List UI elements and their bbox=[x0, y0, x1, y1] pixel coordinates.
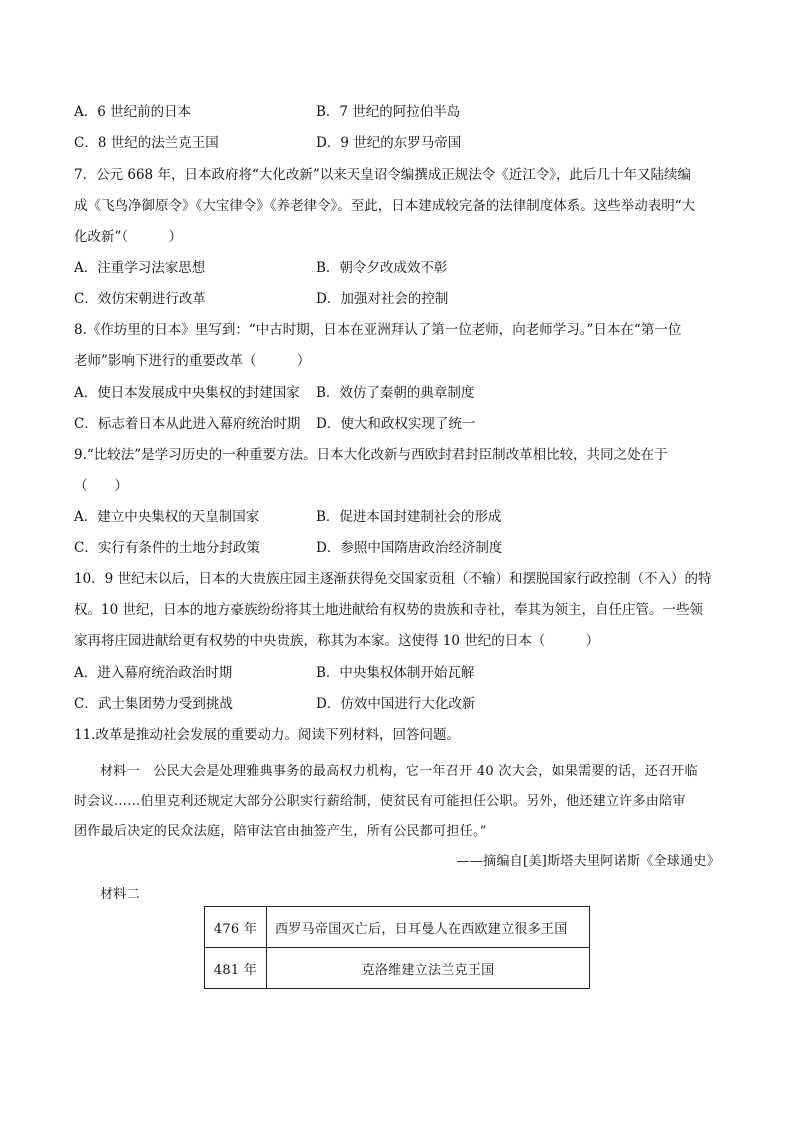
q8-option-d[interactable]: D．使大和政权实现了统一 bbox=[316, 416, 476, 432]
q11-material2-label: 材料二 bbox=[100, 887, 140, 902]
table-cell-year: 476 年 bbox=[205, 907, 267, 948]
q11-material1-line1: 材料一 公民大会是处理雅典事务的最高权力机构，它一年召开 40 次大会，如果需要的话，还召开临 bbox=[100, 764, 698, 779]
q10-option-c[interactable]: C．武士集团势力受到挑战 bbox=[74, 696, 233, 712]
q7-option-d[interactable]: D．加强对社会的控制 bbox=[316, 291, 449, 307]
q9-option-d[interactable]: D．参照中国隋唐政治经济制度 bbox=[316, 540, 503, 556]
q10-option-b[interactable]: B．中央集权体制开始瓦解 bbox=[316, 665, 475, 681]
q7-stem-line3: 化改新”（ ） bbox=[74, 229, 183, 245]
q11-material1-line2: 时会议……伯里克利还规定大部分公职实行薪给制，使贫民有可能担任公职。另外，他还建立许多由陪审 bbox=[74, 794, 686, 809]
table-cell-event: 克洛维建立法兰克王国 bbox=[267, 948, 590, 989]
q7-stem-line1: 7．公元 668 年，日本政府将“大化改新”以来天皇诏令编撰成正规法令《近江令》，此后几十年又陆续编 bbox=[74, 167, 691, 183]
q9-option-c[interactable]: C．实行有条件的土地分封政策 bbox=[74, 540, 260, 556]
q11-stem: 11.改革是推动社会发展的重要动力。阅读下列材料，回答问题。 bbox=[74, 727, 460, 743]
material2-table bbox=[204, 906, 590, 989]
q9-stem-line2: （ ） bbox=[74, 478, 128, 494]
q9-option-b[interactable]: B．促进本国封建制社会的形成 bbox=[316, 509, 502, 525]
q10-stem-line1: 10．9 世纪末以后，日本的大贵族庄园主逐渐获得免交国家贡租（不输）和摆脱国家行政控制（不入）的特 bbox=[74, 571, 712, 587]
q7-option-b[interactable]: B．朝令夕改成效不彰 bbox=[316, 260, 448, 276]
table-row bbox=[205, 948, 590, 989]
q10-option-a[interactable]: A．进入幕府统治政治时期 bbox=[74, 665, 233, 681]
table-row bbox=[205, 907, 590, 948]
q8-option-b[interactable]: B．效仿了秦朝的典章制度 bbox=[316, 385, 475, 401]
q6-option-a[interactable]: A．6 世纪前的日本 bbox=[74, 104, 192, 120]
q7-stem-line2: 成《飞鸟净御原令》《大宝律令》《养老律令》。至此，日本建成较完备的法律制度体系。这些举动表明“大 bbox=[74, 198, 696, 214]
q11-material1-source: ——摘编自[美]斯塔夫里阿诺斯《全球通史》 bbox=[456, 854, 720, 869]
q6-option-b[interactable]: B．7 世纪的阿拉伯半岛 bbox=[316, 104, 461, 120]
q8-stem-line2: 老师”影响下进行的重要改革（ ） bbox=[74, 353, 311, 369]
q8-option-c[interactable]: C．标志着日本从此进入幕府统治时期 bbox=[74, 416, 301, 432]
q8-option-a[interactable]: A．使日本发展成中央集权的封建国家 bbox=[74, 385, 300, 401]
q10-stem-line2: 权。10 世纪，日本的地方豪族纷纷将其土地进献给有权势的贵族和寺社，奉其为领主，自任庄管。一些领 bbox=[74, 602, 703, 618]
q11-material1-line3: 团作最后决定的民众法庭，陪审法官由抽签产生，所有公民都可担任。” bbox=[74, 824, 487, 839]
q8-stem-line1: 8.《作坊里的日本》里写到：“中古时期，日本在亚洲拜认了第一位老师，向老师学习。”日本在“第一位 bbox=[74, 322, 682, 338]
q7-option-c[interactable]: C．效仿宋朝进行改革 bbox=[74, 291, 206, 307]
q6-option-c[interactable]: C．8 世纪的法兰克王国 bbox=[74, 135, 219, 151]
q9-option-a[interactable]: A．建立中央集权的天皇制国家 bbox=[74, 509, 260, 525]
table-cell-event: 西罗马帝国灭亡后，日耳曼人在西欧建立很多王国 bbox=[267, 907, 590, 948]
q9-stem-line1: 9.“比较法”是学习历史的一种重要方法。日本大化改新与西欧封君封臣制改革相比较，共同之处在于 bbox=[74, 447, 668, 463]
q7-option-a[interactable]: A．注重学习法家思想 bbox=[74, 260, 206, 276]
q6-option-d[interactable]: D．9 世纪的东罗马帝国 bbox=[316, 135, 462, 151]
q10-stem-line3: 家再将庄园进献给更有权势的中央贵族，称其为本家。这使得 10 世纪的日本（ ） bbox=[74, 633, 600, 649]
table-cell-year: 481 年 bbox=[205, 948, 267, 989]
q10-option-d[interactable]: D．仿效中国进行大化改新 bbox=[316, 696, 476, 712]
